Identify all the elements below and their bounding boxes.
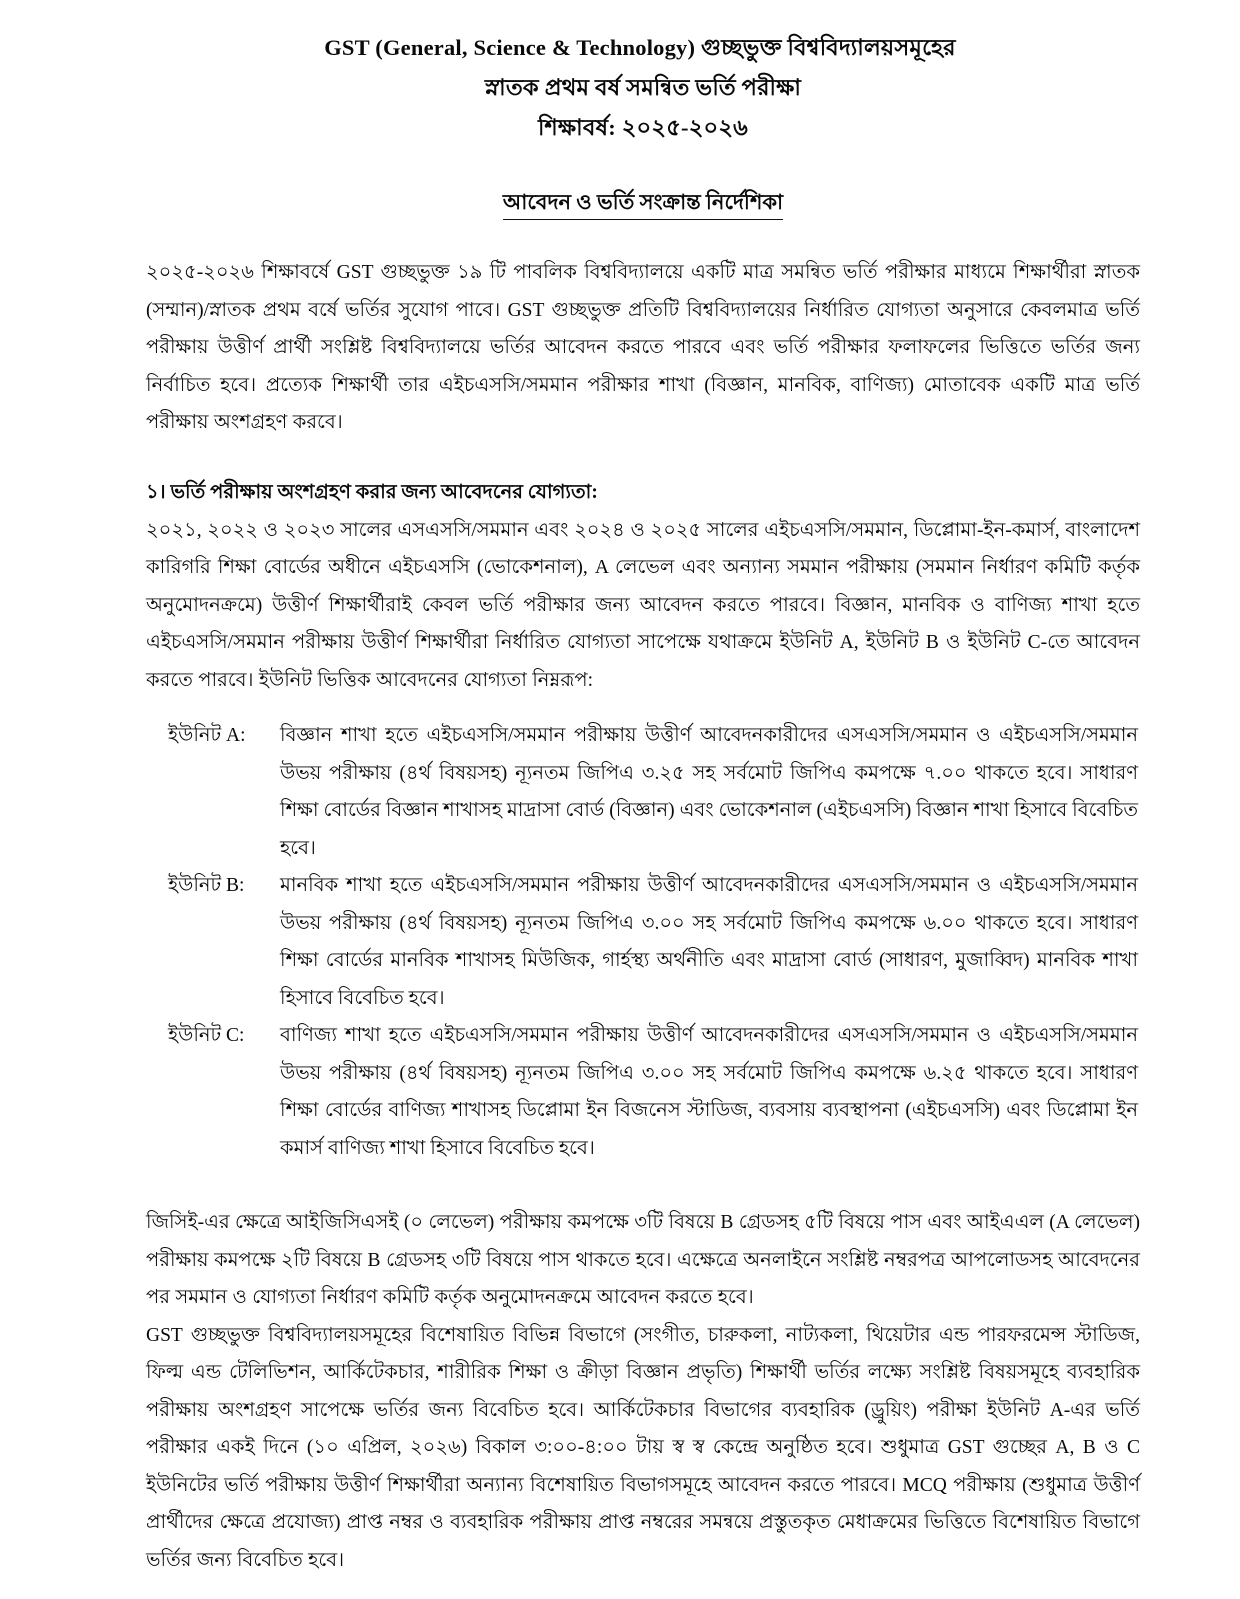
intro-paragraph: ২০২৫-২০২৬ শিক্ষাবর্ষে GST গুচ্ছভুক্ত ১৯ টি পাবলিক বিশ্ববিদ্যালয়ে একটি মাত্র সমন্বিত ভর্তি পরীক্ষার মাধ্যমে শিক্ষার্থীরা স্নাতক (সম্মান)/স্নাতক প্রথম বর্ষে ভর্তির সুযোগ পাবে। GST গুচ্ছভুক্ত প্রতিটি বিশ্ববিদ্যালয়ের নির্ধারিত যোগ্যতা অনুসারে কেবলমাত্র ভর্তি পরীক্ষায় উত্তীর্ণ প্রার্থী সংশ্লিষ্ট বিশ্ববিদ্যালয়ে ভর্তির আবেদন করতে পারবে এবং ভর্তি পরীক্ষার ফলাফলের ভিত্তিতে ভর্তির জন্য নির্বাচিত হবে। প্রত্যেক শিক্ষার্থী তার এইচএসসি/সমমান পরীক্ষার শাখা (বিজ্ঞান, মানবিক, বাণিজ্য) মোতাবেক একটি মাত্র ভর্তি পরীক্ষায় অংশগ্রহণ করবে।: [146, 262, 1140, 433]
document-subtitle: আবেদন ও ভর্তি সংক্রান্ত নির্দেশিকা: [503, 188, 783, 220]
spacer-before-gce: [146, 1167, 1140, 1204]
unit-c-label: ইউনিট C:: [168, 1025, 245, 1046]
unit-a-label: ইউনিট A:: [168, 725, 246, 746]
unit-eligibility-list: [146, 717, 1140, 1167]
specialized-departments-paragraph: GST গুচ্ছভুক্ত বিশ্ববিদ্যালয়সমূহের বিশেষায়িত বিভিন্ন বিভাগে (সংগীত, চারুকলা, নাট্যকলা, থিয়েটার এন্ড পারফরমেন্স স্টাডিজ, ফিল্ম এন্ড টেলিভিশন, আর্কিটেকচার, শারীরিক শিক্ষা ও ক্রীড়া বিজ্ঞান প্রভৃতি) শিক্ষার্থী ভর্তির লক্ষ্যে সংশ্লিষ্ট বিষয়সমূহে ব্যবহারিক পরীক্ষায় অংশগ্রহণ সাপেক্ষে ভর্তির জন্য বিবেচিত হবে। আর্কিটেকচার বিভাগের ব্যবহারিক (ড্রুয়িং) পরীক্ষা ইউনিট A-এর ভর্তি পরীক্ষার একই দিনে (১০ এপ্রিল, ২০২৬) বিকাল ৩:০০-৪:০০ টায় স্ব স্ব কেন্দ্রে অনুষ্ঠিত হবে। শুধুমাত্র GST গুচ্ছের A, B ও C ইউনিটের ভর্তি পরীক্ষায় উত্তীর্ণ শিক্ষার্থীরা অন্যান্য বিশেষায়িত বিভাগসমূহে আবেদন করতে পারবে। MCQ পরীক্ষায় (শুধুমাত্র উত্তীর্ণ প্রার্থীদের ক্ষেত্রে প্রযোজ্য) প্রাপ্ত নম্বর ও ব্যবহারিক পরীক্ষায় প্রাপ্ত নম্বরের সমন্বয়ে প্রস্তুতকৃত মেধাক্রমের ভিত্তিতে বিশেষায়িত বিভাগে ভর্তির জন্য বিবেচিত হবে।: [146, 1324, 1140, 1571]
unit-row: [146, 867, 1140, 1017]
unit-b-label: ইউনিট B:: [168, 875, 245, 896]
unit-a-text: বিজ্ঞান শাখা হতে এইচএসসি/সমমান পরীক্ষায় উত্তীর্ণ আবেদনকারীদের এসএসসি/সমমান ও এইচএসসি/সমমান উভয় পরীক্ষায় (৪র্থ বিষয়সহ) ন্যূনতম জিপিএ ৩.২৫ সহ সর্বমোট জিপিএ কমপক্ষে ৭.০০ থাকতে হবে। সাধারণ শিক্ষা বোর্ডের বিজ্ঞান শাখাসহ মাদ্রাসা বোর্ড (বিজ্ঞান) এবং ভোকেশনাল (এইচএসসি) বিজ্ঞান শাখা হিসাবে বিবেচিত হবে।: [280, 725, 1138, 859]
unit-c-text: বাণিজ্য শাখা হতে এইচএসসি/সমমান পরীক্ষায় উত্তীর্ণ আবেদনকারীদের এসএসসি/সমমান ও এইচএসসি/সমমান উভয় পরীক্ষায় (৪র্থ বিষয়সহ) ন্যূনতম জিপিএ ৩.০০ সহ সর্বমোট জিপিএ কমপক্ষে ৬.২৫ থাকতে হবে। সাধারণ শিক্ষা বোর্ডের বাণিজ্য শাখাসহ ডিপ্লোমা ইন বিজনেস স্টাডিজ, ব্যবসায় ব্যবস্থাপনা (এইচএসসি) এবং ডিপ্লোমা ইন কমার্স বাণিজ্য শাখা হিসাবে বিবেচিত হবে।: [280, 1025, 1138, 1159]
spacer-after-intro: [146, 442, 1140, 476]
section-1-paragraph: ২০২১, ২০২২ ও ২০২৩ সালের এসএসসি/সমমান এবং ২০২৪ ও ২০২৫ সালের এইচএসসি/সমমান, ডিপ্লোমা-ইন-কমার্স, বাংলাদেশ কারিগরি শিক্ষা বোর্ডের অধীনে এইচএসসি (ভোকেশনাল), A লেভেল এবং অন্যান্য সমমান পরীক্ষায় (সমমান নির্ধারণ কমিটি কর্তৃক অনুমোদনক্রমে) উত্তীর্ণ শিক্ষার্থীরাই কেবল ভর্তি পরীক্ষার জন্য আবেদন করতে পারবে। বিজ্ঞান, মানবিক ও বাণিজ্য শাখা হতে এইচএসসি/সমমান পরীক্ষায় উত্তীর্ণ শিক্ষার্থীরা নির্ধারিত যোগ্যতা সাপেক্ষে যথাক্রমে ইউনিট A, ইউনিট B ও ইউনিট C-তে আবেদন করতে পারবে। ইউনিট ভিত্তিক আবেদনের যোগ্যতা নিম্নরূপ:: [146, 519, 1140, 691]
document-title-block: [146, 28, 1140, 148]
gce-paragraph: জিসিই-এর ক্ষেত্রে আইজিসিএসই (০ লেভেল) পরীক্ষায় কমপক্ষে ৩টি বিষয়ে B গ্রেডসহ ৫টি বিষয়ে পাস এবং আইএএল (A লেভেল) পরীক্ষায় কমপক্ষে ২টি বিষয়ে B গ্রেডসহ ৩টি বিষয়ে পাস থাকতে হবে। এক্ষেত্রে অনলাইনে সংশ্লিষ্ট নম্বরপত্র আপলোডসহ আবেদনের পর সমমান ও যোগ্যতা নির্ধারণ কমিটি কর্তৃক অনুমোদনক্রমে আবেদন করতে হবে।: [146, 1212, 1141, 1308]
unit-row: [146, 717, 1140, 867]
document-title-line-3: শিক্ষাবর্ষ: ২০২৫-২০২৬: [537, 115, 749, 140]
document-title-line-2: স্নাতক প্রথম বর্ষ সমন্বিত ভর্তি পরীক্ষা: [484, 75, 802, 100]
document-title-line-1: GST (General, Science & Technology) গুচ্ছভুক্ত বিশ্ববিদ্যালয়সমূহের: [324, 35, 956, 60]
unit-b-text: মানবিক শাখা হতে এইচএসসি/সমমান পরীক্ষায় উত্তীর্ণ আবেদনকারীদের এসএসসি/সমমান ও এইচএসসি/সমমান উভয় পরীক্ষায় (৪র্থ বিষয়সহ) ন্যূনতম জিপিএ ৩.০০ সহ সর্বমোট জিপিএ কমপক্ষে ৬.০০ থাকতে হবে। সাধারণ শিক্ষা বোর্ডের মানবিক শাখাসহ মিউজিক, গার্হস্থ্য অর্থনীতি এবং মাদ্রাসা বোর্ড (সাধারণ, মুজাব্বিদ) মানবিক শাখা হিসাবে বিবেচিত হবে।: [280, 875, 1138, 1009]
document-subtitle-wrap: [146, 188, 1140, 220]
section-1-heading: ১। ভর্তি পরীক্ষায় অংশগ্রহণ করার জন্য আবেদনের যোগ্যতা:: [146, 481, 598, 503]
spacer-before-units: [146, 699, 1140, 717]
unit-row: [146, 1017, 1140, 1167]
